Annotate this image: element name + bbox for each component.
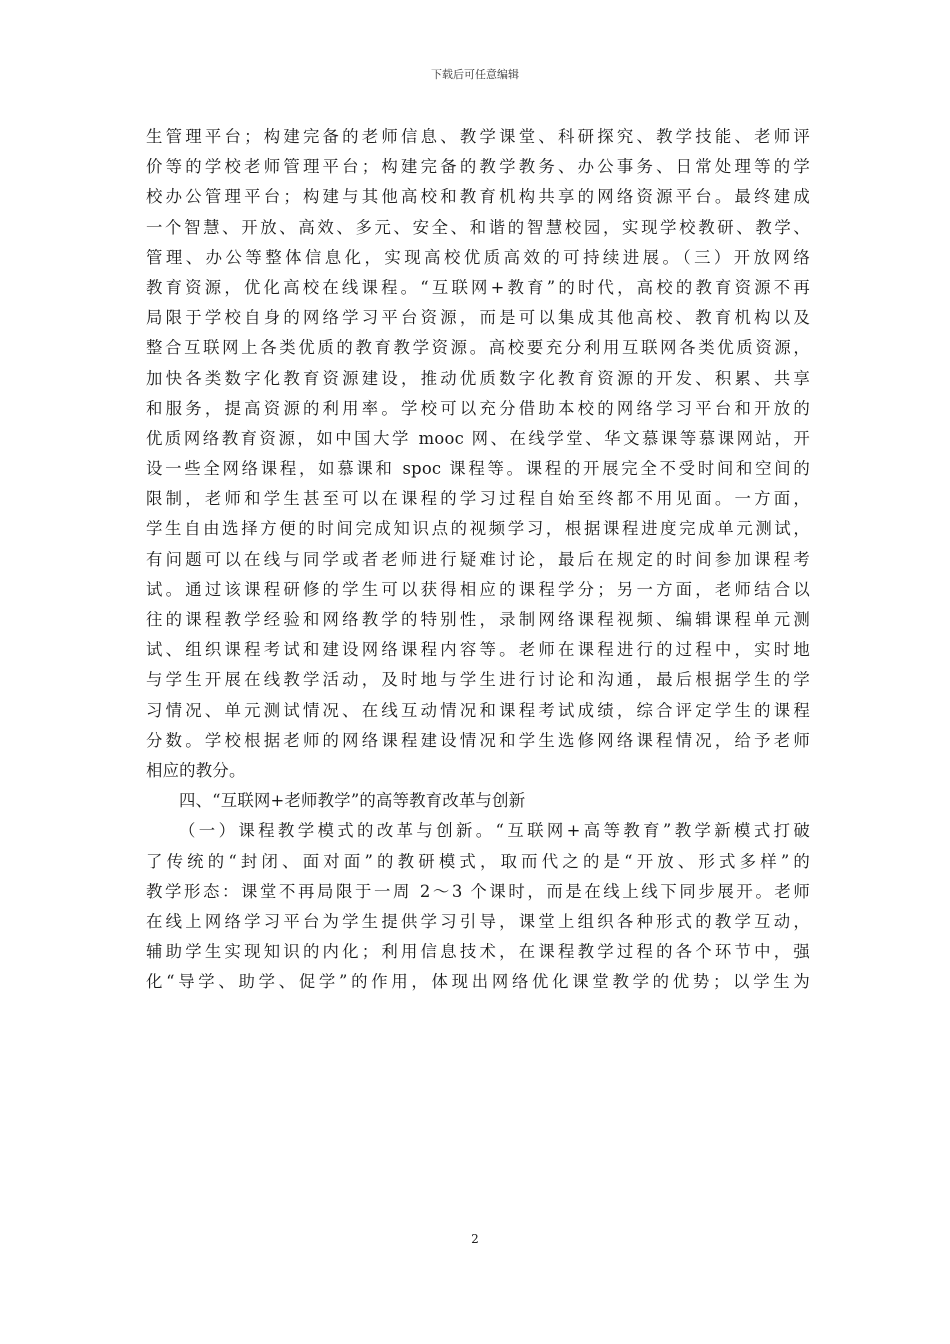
text-line: 加快各类数字化教育资源建设，推动优质数字化教育资源的开发、积累、共享	[146, 368, 810, 388]
document-body	[146, 122, 810, 997]
text-line: 试。通过该课程研修的学生可以获得相应的课程学分；另一方面，老师结合以	[146, 579, 810, 599]
text-line: 有问题可以在线与同学或者老师进行疑难讨论，最后在规定的时间参加课程考	[146, 549, 810, 569]
text-line: 生管理平台；构建完备的老师信息、教学课堂、科研探究、教学技能、老师评	[146, 127, 810, 146]
text-line: 化“导学、助学、促学”的作用，体现出网络优化课堂教学的优势；以学生为	[146, 972, 810, 992]
section-heading: 四、“互联网+老师教学”的高等教育改革与创新	[179, 791, 526, 811]
text-line: 整合互联网上各类优质的教育教学资源。高校要充分利用互联网各类优质资源，	[146, 338, 810, 358]
text-line: 一个智慧、开放、高效、多元、安全、和谐的智慧校园，实现学校教研、教学、	[146, 217, 810, 237]
text-line: 往的课程教学经验和网络教学的特别性，录制网络课程视频、编辑课程单元测	[146, 610, 810, 629]
text-line: 与学生开展在线教学活动，及时地与学生进行讨论和沟通，最后根据学生的学	[146, 670, 810, 690]
text-line: 相应的教分。	[146, 760, 246, 780]
text-line: 教学形态：课堂不再局限于一周 2～3 个课时，而是在线上线下同步展开。老师	[146, 881, 810, 901]
page-header: 下载后可任意编辑	[431, 68, 519, 81]
text-line: 局限于学校自身的网络学习平台资源，而是可以集成其他高校、教育机构以及	[146, 308, 810, 328]
text-line: 学生自由选择方便的时间完成知识点的视频学习，根据课程进度完成单元测试，	[146, 519, 810, 539]
text-line: 分数。学校根据老师的网络课程建设情况和学生选修网络课程情况，给予老师	[146, 730, 810, 750]
text-line: 在线上网络学习平台为学生提供学习引导，课堂上组织各种形式的教学互动，	[146, 911, 810, 931]
text-line: 试、组织课程考试和建设网络课程内容等。老师在课程进行的过程中，实时地	[146, 640, 810, 660]
text-line: 教育资源，优化高校在线课程。“互联网+教育”的时代，高校的教育资源不再	[146, 277, 810, 297]
text-line: 价等的学校老师管理平台；构建完备的教学教务、办公事务、日常处理等的学	[146, 157, 810, 177]
text-line: 限制，老师和学生甚至可以在课程的学习过程自始至终都不用见面。一方面，	[146, 489, 810, 509]
text-line: 辅助学生实现知识的内化；利用信息技术，在课程教学过程的各个环节中，强	[146, 942, 810, 962]
text-line: 校办公管理平台；构建与其他高校和教育机构共享的网络资源平台。最终建成	[146, 187, 810, 207]
text-line: 优质网络教育资源，如中国大学 mooc 网、在线学堂、华文慕课等慕课网站，开	[146, 428, 810, 448]
text-line: 了传统的“封闭、面对面”的教研模式，取而代之的是“开放、形式多样”的	[146, 851, 810, 871]
text-line: 管理、办公等整体信息化，实现高校优质高效的可持续进展。（三）开放网络	[146, 247, 810, 267]
page-number: 2	[471, 1232, 479, 1246]
text-line: 设一些全网络课程，如慕课和 spoc 课程等。课程的开展完全不受时间和空间的	[146, 459, 810, 479]
text-line: 习情况、单元测试情况、在线互动情况和课程考试成绩，综合评定学生的课程	[146, 700, 810, 720]
text-line: 和服务，提高资源的利用率。学校可以充分借助本校的网络学习平台和开放的	[146, 398, 810, 418]
text-line: （一）课程教学模式的改革与创新。“互联网+高等教育”教学新模式打破	[179, 821, 810, 841]
